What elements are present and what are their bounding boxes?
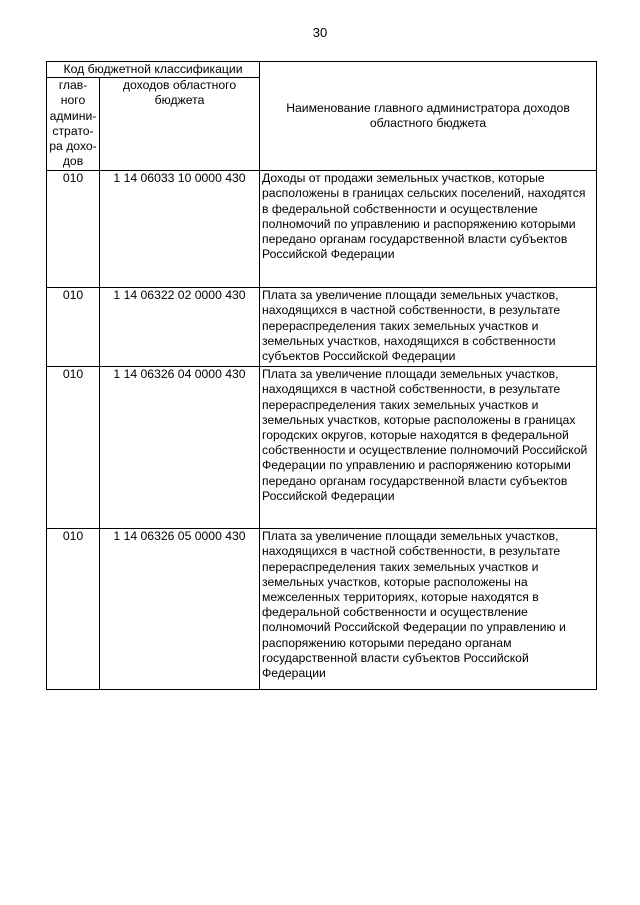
administrator-name-cell: Доходы от продажи земельных участков, которые расположены в границах сельских поселений, находятся в федеральной собственности и осуществление полномочий по управлению и распоряжению которыми передано органам государственной власти субъектов Российской Федерации: [260, 171, 597, 288]
admin-code-cell: 010: [47, 529, 100, 690]
page-number: 30: [312, 25, 328, 40]
admin-code-cell: 010: [47, 367, 100, 529]
revenue-code-cell: 1 14 06322 02 0000 430: [100, 288, 260, 367]
revenue-code-cell: 1 14 06033 10 0000 430: [100, 171, 260, 288]
table-header-row: [47, 62, 597, 78]
admin-code-cell: 010: [47, 171, 100, 288]
admin-code-cell: 010: [47, 288, 100, 367]
header-main-administrator: глав-ного админи-страто-ра дохо-дов: [47, 78, 100, 171]
table-row: [47, 288, 597, 367]
budget-classification-table: [46, 61, 597, 690]
administrator-name-cell: Плата за увеличение площади земельных участков, находящихся в частной собственности, в результате перераспределения таких земельных участков и земельных участков, находящихся в собственности субъектов Российской Федерации: [260, 288, 597, 367]
administrator-name-cell: Плата за увеличение площади земельных участков, находящихся в частной собственности, в результате перераспределения таких земельных участков и земельных участков, которые расположены в границах городских округов, которые находятся в федеральной собственности и осуществление полномочий Российской Федерации по управлению и распоряжению которыми передано органам государственной власти субъектов Российской Федерации: [260, 367, 597, 529]
table-row: [47, 529, 597, 690]
revenue-code-cell: 1 14 06326 05 0000 430: [100, 529, 260, 690]
header-budget-classification-code: Код бюджетной классификации: [47, 62, 260, 78]
revenue-code-cell: 1 14 06326 04 0000 430: [100, 367, 260, 529]
table-row: [47, 171, 597, 288]
header-regional-budget-revenue: доходов областного бюджета: [100, 78, 260, 171]
administrator-name-cell: Плата за увеличение площади земельных участков, находящихся в частной собственности, в результате перераспределения таких земельных участков и земельных участков, которые расположены на межселенных территориях, которые находятся в федеральной собственности и осуществление полномочий Российской Федерации по управлению и распоряжению которыми передано органам государственной власти субъектов Российской Федерации: [260, 529, 597, 690]
table-row: [47, 367, 597, 529]
header-administrator-name: Наименование главного администратора доходов областного бюджета: [260, 62, 597, 171]
